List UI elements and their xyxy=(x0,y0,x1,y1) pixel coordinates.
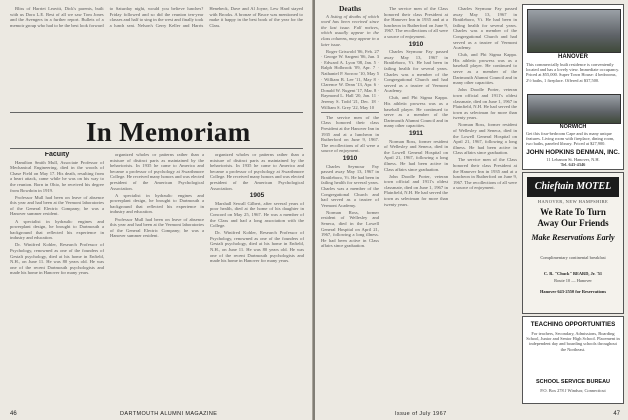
motel-location: HANOVER, NEW HAMPSHIRE xyxy=(537,199,609,204)
faculty-paragraph: A specialist in hydraulic engines and powerplant design, he brought to Dartmouth a background that reflected his experience in industry and education. xyxy=(10,218,104,241)
section-label-1910: 1910 xyxy=(342,154,358,162)
page-heading: In Memoriam xyxy=(86,117,251,147)
obituary-paragraph: John Doodle Porter, veteran town official and 1911's oldest classmate, died on June 1, 1967 in Plainfield, N.H. He had served the town as selectman for more than twenty years. xyxy=(453,87,517,121)
obituary-paragraph: Club, and Phi Sigma Kappa. His athletic prowess was as a baseball player. He continued to serve as a member of the Dartmouth Alumni Council and in many other capacities. xyxy=(384,95,448,129)
obituary-paragraph: The service men of the Class honored their class President at the Hanover Inn in 1935 and at a luncheon in Rutherford on June 9, 1967. The recollections of all were a source of enjoyment. xyxy=(453,157,517,191)
right-page xyxy=(315,0,628,420)
obituary-paragraph: Charles Seymour Fay passed away May 13, 1967 in Brattleboro, Vt. He had been in failing health for several years. Charles was a member of the Congregational Church and had served as a trustee of Vermont Academy. xyxy=(453,6,517,51)
obituary-column-2 xyxy=(384,6,448,401)
memoriam-column-1 xyxy=(10,152,104,402)
teaching-ad xyxy=(522,316,624,404)
motel-tagline: We Rate To Turn xyxy=(540,207,606,217)
house-photo xyxy=(527,94,621,124)
ad-text-hanover: This commercially built residence is conveniently located and has a lovely view. Immediate occupancy. Priced at $55,000. Super Town House: 4 bedrooms, 2½ baths, 1 fireplace. Offered at $37,500. xyxy=(526,62,620,83)
page-number: 47 xyxy=(613,411,620,417)
deaths-column xyxy=(321,6,379,401)
deaths-list: Roger Griswold '06, Feb. 27 · George W. Sargent '06, Jun. 3 · Edward A. Lyon '08, Jan. 5 · Ralph Holbrook '09, Apr. 7 · Nathaniel P. Sorrow '10, May 5 · William B. Lee '11, May 8 · Clarence W. Dean '13, Apr. 6 · Donald W. Nugent '17, Mar. 8 · Raymond L. Hall '20, Jan. 11 · Jeremy S. Todd '21, Dec. 18 · William S. Grey '22, May 10 xyxy=(321,48,379,110)
section-label-deaths: Deaths xyxy=(338,6,362,13)
running-footer: Issue of July 1967 xyxy=(395,411,447,417)
motel-tagline: Away Our Friends xyxy=(537,218,609,228)
obituary-paragraph: The service men of the Class honored their class President at the Hanover Inn in 1935 and at a luncheon in Rutherford on June 9, 1967. The recollections of all were a source of enjoyment. xyxy=(384,6,448,39)
faculty-paragraph: Dr. Winifred Kohler, Research Professor of Psychology, renowned as one of the founders of Gestalt psychology, died at his home in Enfield, N.H., on June 11. He was 80 years old. He was one of the recent Dartmouth psychologists and made his home in Hanover for many years. xyxy=(10,242,104,276)
section-label-faculty: Faculty xyxy=(44,152,70,158)
obituary-paragraph: Professor Mull had been on leave of absence this year and had been at the Vermont laboratories of the General Electric Company; he was a Hanover summer resident. xyxy=(110,216,204,239)
obituary-column-3 xyxy=(453,6,517,401)
motel-phone: Hanover 643-2550 for Reservations xyxy=(539,289,607,294)
obituary-paragraph: Norman Ross, former resident of Wellesley and Seneca, died in the Lowell General Hospital on April 21, 1967, following a long illness. He had been active in Class affairs since graduation. xyxy=(453,122,517,156)
motel-logo: Chieftain MOTEL xyxy=(527,177,619,197)
faculty-paragraph: Hamilton Smith Mull, Associate Professor of Mechanical Engineering, died in the woods of Chase Field on May 17. His death, resulting from a heart attack, came while he was on his way to the reunion. Born in Ohio, he received his degree from Bowdoin in 1919. xyxy=(10,159,104,193)
bureau-address: P.O. Box 278 J Windsor, Connecticut xyxy=(540,388,606,393)
obituary-paragraph: Club, and Phi Sigma Kappa. His athletic prowess was as a baseball player. He continued to serve as a member of the Dartmouth Alumni Council and in many other capacities. xyxy=(453,52,517,86)
faculty-paragraph: Professor Mull had been on leave of absence this year and had been at the Vermont laboratories of the General Electric Company; he was a Hanover summer resident. xyxy=(10,194,104,217)
motel-address: Route 10 — Hanover xyxy=(554,278,592,283)
obituary-paragraph: Marshall Sewall Gilbert, after several years of poor health, died at the home of his daughter in Concord on May 25, 1967. He was a member of the Class and had a long association with the College. xyxy=(210,200,304,229)
obituary-paragraph: Dr. Winifred Kohler, Research Professor of Psychology, renowned as one of the founders of Gestalt psychology, died at his home in Enfield, N.H., on June 11. He was 80 years old. He was one of the recent Dartmouth psychologists and made his home in Hanover for many years. xyxy=(210,230,304,264)
ad-heading-norwich: NORWICH xyxy=(559,124,587,130)
obituary-paragraph: John Doodle Porter, veteran town official and 1911's oldest classmate, died on June 1, 1967 in Plainfield, N.H. He had served the town as selectman for more than twenty years. xyxy=(384,173,448,207)
memoriam-column-3 xyxy=(210,152,304,402)
obituary-paragraph: Norman Ross, former resident of Wellesley and Seneca, died in the Lowell General Hospital on April 21, 1967, following a long illness. He had been active in Class affairs since graduation. xyxy=(321,209,379,249)
divider xyxy=(10,112,303,113)
page-number: 46 xyxy=(10,411,17,417)
motel-owner: C. R. "Chuck" BEARD, Jr. '51 xyxy=(543,271,603,276)
ad-text-norwich: Get this four-bedroom Cape and its many unique features. Living room with fireplace, dining room, two baths, paneled library. Priced at $27,900. xyxy=(526,131,615,147)
motel-ad xyxy=(522,172,624,314)
obituary-paragraph: A specialist in hydraulic engines and powerplant design, he brought to Dartmouth a background that reflected his experience in industry and education. xyxy=(110,192,204,215)
teaching-text: For teachers, Secondary, Admissions, Boarding School, Junior and Senior High School. Placement in independent day and boarding schools throughout the Northeast. xyxy=(526,331,620,352)
motel-breakfast-note: Complimentary continental breakfast xyxy=(540,255,606,260)
memoriam-column-2 xyxy=(110,152,204,402)
obituary-paragraph: organized wholes or patterns rather than a mixture of distinct parts as maintained by the behaviorists. In 1935 he came to America and became a professor of psychology at Swarthmore College. He received many honors and was elected president of the American Psychological Association. xyxy=(110,152,204,191)
left-page xyxy=(0,0,313,420)
class-notes-top xyxy=(10,6,303,106)
obituary-paragraph: organized wholes or patterns rather than a mixture of distinct parts as maintained by the behaviorists. In 1935 he came to America and became a professor of psychology at Swarthmore College. He received many honors and was elected president of the American Psychological Association. xyxy=(210,152,304,191)
divider xyxy=(10,148,303,149)
obituary-paragraph: The service men of the Class honored their class President at the Hanover Inn in 1935 and at a luncheon in Rutherford on June 9, 1967. The recollections of all were a source of enjoyment. xyxy=(321,114,379,154)
agency-name: JOHN HOPKINS DENMAN, INC. xyxy=(526,149,620,156)
agency-address: 11 Lebanon St. Hanover, N.H. xyxy=(546,157,600,162)
real-estate-ad xyxy=(522,4,624,170)
obituary-paragraph: Charles Seymour Fay passed away May 13, 1967 in Brattleboro, Vt. He had been in failing health for several years. Charles was a member of the Congregational Church and had served as a trustee of Vermont Academy. xyxy=(321,163,379,208)
divider xyxy=(321,112,379,113)
class-notes-text: Bliss of Harriet Leavitt, Dick's parents, built with us Dora L.E. Best of all we saw Tom Jones and the Avengers in a further report. Bullets of a memoir group who had to be the best look forward to Saturday night, would you believe lunches? Friday followed and so did the reunion ten-year classes and half to sing in the west and finally took a lunch seat. Nelson's Gerry Keller and Harris Henebeck, Dave and Al Joyne, Lew Hard stayed with Brooks. A bronze of Bruce was mentioned to make it happy in the best book of the year for the Class. xyxy=(10,6,303,28)
section-label-1910: 1910 xyxy=(408,40,424,48)
obituary-paragraph: Charles Seymour Fay passed away May 13, 1967 in Brattleboro, Vt. He had been in failing health for several years. Charles was a member of the Congregational Church and had served as a trustee of Vermont Academy. xyxy=(384,49,448,94)
agency-phone: Tel. 643-4346 xyxy=(560,162,586,167)
teaching-heading: TEACHING OPPORTUNITIES xyxy=(530,321,616,328)
motel-reservation-note: Make Reservations Early xyxy=(531,233,615,242)
section-label-1905: 1905 xyxy=(249,192,265,200)
obituary-paragraph: Norman Ross, former resident of Wellesley and Seneca, died in the Lowell General Hospital on April 21, 1967, following a long illness. He had been active in Class affairs since graduation. xyxy=(384,138,448,172)
section-label-1911: 1911 xyxy=(408,129,424,137)
bureau-name: SCHOOL SERVICE BUREAU xyxy=(535,379,611,385)
house-photo xyxy=(527,9,621,53)
running-footer: DARTMOUTH ALUMNI MAGAZINE xyxy=(120,411,218,417)
deaths-intro: A listing of deaths of which word has been received since the last issue. Full notices, which usually appear in the class columns, may appear in a later issue. xyxy=(321,13,379,47)
ad-heading-hanover: HANOVER xyxy=(557,54,588,60)
